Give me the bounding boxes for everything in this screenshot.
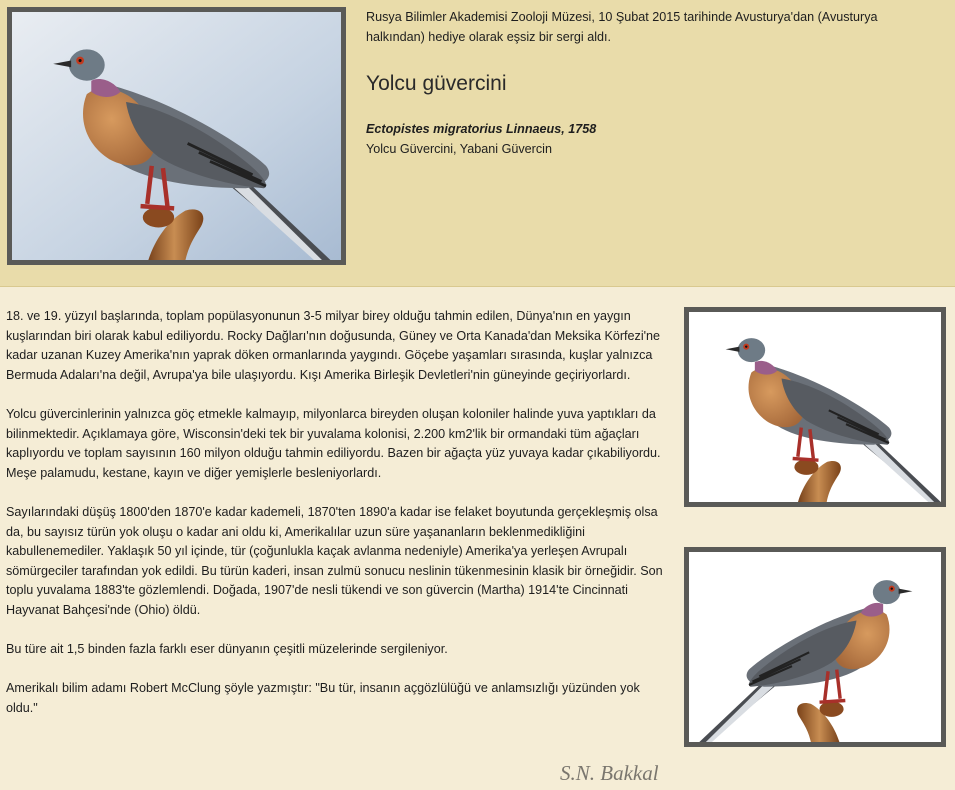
page-title: Yolcu güvercini — [366, 72, 507, 95]
pigeon-photo-main — [7, 7, 346, 265]
article-body — [6, 307, 666, 738]
pigeon-photo-side-1 — [684, 307, 946, 507]
latin-name: Ectopistes migratorius Linnaeus, 1758 — [366, 122, 597, 136]
paragraph: Yolcu güvercinlerinin yalnızca göç etmekle kalmayıp, milyonlarca bireyden oluşan koloniler halinde yuva yaptıkları da bilinmektedir. Açıklamaya göre, Wisconsin'deki tek bir yuvalama kolonisi, 2.200 km2'lik bir ormandaki tüm ağaçları kaplıyordu ve toplam sayısının 160 milyon olduğu tahmin ediliyordu. Bazen bir ağaçta yüz yuvaya kadar çıkabiliyordu. Meşe palamudu, kestane, kayın ve diğer yemişlerle besleniyorlardı. — [6, 406, 661, 480]
paragraph: Amerikalı bilim adamı Robert McClung şöyle yazmıştır: "Bu tür, insanın açgözlülüğü ve anlamsızlığı yüzünden yok oldu." — [6, 681, 640, 715]
author-signature: S.N. Bakkal — [560, 761, 659, 785]
intro-text: Rusya Bilimler Akademisi Zooloji Müzesi, 10 Şubat 2015 tarihinde Avusturya'dan (Avusturya halkından) hediye olarak eşsiz bir sergi aldı. — [366, 10, 878, 44]
paragraph: Sayılarındaki düşüş 1800'den 1870'e kadar kademeli, 1870'ten 1890'a kadar ise felaket boyutunda gerçekleşmiş olsa da, bu sayısız türün yok oluşu o kadar ani oldu ki, Amerikalılar uzun süre yaşananların beklenmedikliğini kabullenemediler. Yaklaşık 50 yıl içinde, tür (çoğunlukla kaçak avlanma nedeniyle) Amerika'ya yerleşen Avrupalı sömürgeciler tarafından yok edildi. Bu türün kaderi, insan zulmü sonucu neslinin tükenmesinin klasik bir örneğidir. Son toplu yuvalama 1883'te gözlemlendi. Doğada, 1907'de nesli tükendi ve son güvercin (Martha) 1914'te Cincinnati Hayvanat Bahçesi'nde (Ohio) öldü. — [6, 504, 663, 617]
paragraph: 18. ve 19. yüzyıl başlarında, toplam popülasyonunun 3-5 milyar birey olduğu tahmin edilen, Dünya'nın en yaygın kuşlarından biri olarak kabul ediliyordu. Rocky Dağları'nın doğusunda, Güney ve Orta Kanada'dan Meksika Körfezi'ne kadar uzanan Kuzey Amerika'nın yaprak döken ormanlarında yaygındı. Göçebe yaşamları sırasında, kuşlar yalnızca Bermuda Adaları'na değil, Avrupa'ya bile ulaşıyordu. Kışı Amerika Birleşik Devletleri'nin güneyinde geçiriyorlardı. — [6, 309, 661, 382]
pigeon-photo-side-2 — [684, 547, 946, 747]
common-names: Yolcu Güvercini, Yabani Güvercin — [366, 142, 552, 156]
paragraph: Bu türe ait 1,5 binden fazla farklı eser dünyanın çeşitli müzelerinde sergileniyor. — [6, 642, 448, 657]
